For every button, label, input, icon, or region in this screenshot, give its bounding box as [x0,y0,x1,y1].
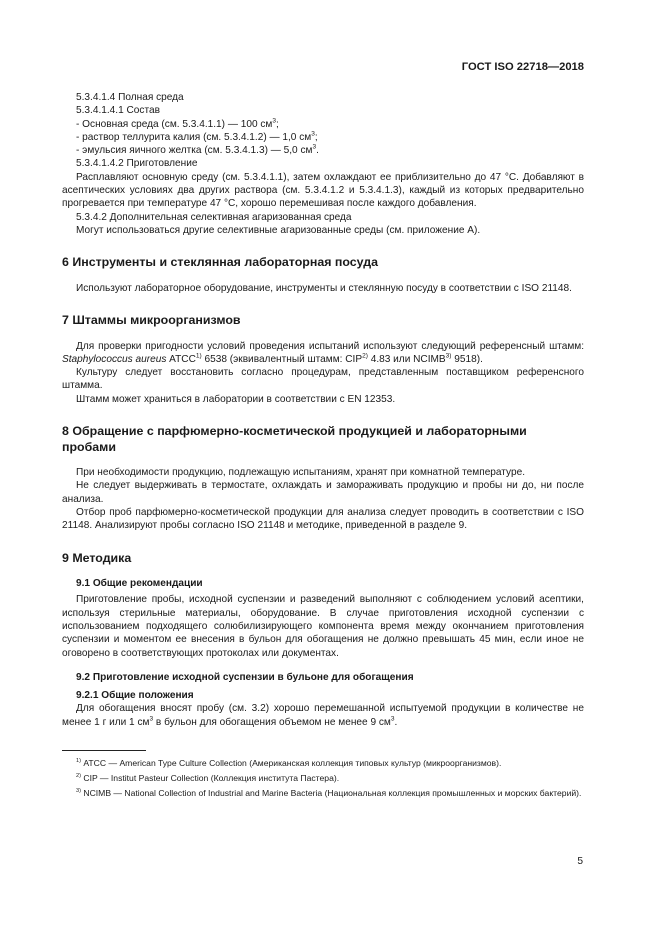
footnote: $^{2)}$ CIP — Institut Pasteur Collection (Коллекция института Пастера). [76,773,340,783]
paragraph: Могут использоваться другие селективные агаризованные среды (см. приложение А). [76,224,481,236]
standard-header: ГОСТ ISO 22718—2018 [461,61,584,73]
subsection-9-2-title: 9.2 Приготовление исходной суспензии в бульоне для обогащения [76,671,414,683]
footnote-ref: 3) [445,352,452,360]
section-9-title: 9 Методика [62,550,132,565]
species-name: Staphylococcus aureus [62,353,167,365]
subsection-heading: 5.3.4.1.4.1 Состав [76,105,160,117]
page-number: 5 [577,856,583,867]
paragraph: Для обогащения вносят пробу (см. 3.2) хорошо перемешанной испытуемой продукции в количестве не менее 1 г или 1 $см^3$ в бульон для обогащения объемом не менее 9 $см^3$. [62,703,584,728]
paragraph: Приготовление пробы, исходной суспензии и разведений выполняют с соблюдением условий асептики, используя стерильные материалы, оборудование. В случае приготовления исходной суспензии с использованием подходящего солюбилизирующего компонента время между окончанием приготовления суспензии и моментом ее внесения в бульон для обогащения не должно превышать 45 мин, если иное не оговорено в соответствующих протоколах или документах. [62,594,584,659]
footnote: $^{3)}$ NCIMB — National Collection of Industrial and Marine Bacteria (Национальная коллекция промышленных и морских бактерий). [76,788,582,798]
list-item: - раствор теллурита калия (см. 5.3.4.1.2) — 1,0 $см^3$; [76,130,318,143]
page-body [62,91,584,802]
subsection-heading: 5.3.4.1.4.2 Приготовление [76,158,198,170]
subsection-heading: 5.3.4.1.4 Полная среда [76,92,184,103]
footnote: $^{1)}$ АТСС — American Type Culture Collection (Американская коллекция типовых культур (микроорганизмов). [76,758,502,768]
subsection-9-1-title: 9.1 Общие рекомендации [76,578,203,590]
paragraph: Штамм может храниться в лаборатории в соответствии с EN 12353. [76,393,396,405]
footnote-ref: 2) [362,352,368,360]
paragraph: Не следует выдерживать в термостате, охлаждать и замораживать продукцию и пробы ни до, ни после анализа. [62,480,584,505]
paragraph: Отбор проб парфюмерно-косметической продукции для анализа следует проводить в соответствии с ISO 21148. Анализируют пробы согласно ISO 21148 и методике, приведенной в разделе 9. [62,506,584,532]
subsection-9-2-1-title: 9.2.1 Общие положения [76,690,194,702]
list-item: - Основная среда (см. 5.3.4.1.1) — 100 $см^3$; [76,117,279,130]
section-6-title: 6 Инструменты и стеклянная лабораторная посуда [62,255,378,270]
list-item: - эмульсия яичного желтка (см. 5.3.4.1.3) — 5,0 $см^3$. [76,143,319,157]
section-8-title: 8 Обращение с парфюмерно-косметической продукцией и лабораторными пробами [62,424,527,454]
paragraph: Для проверки пригодности условий проведения испытаний используют следующий референсный штамм: Staphylococcus aureus АТСС$^{1)}$ 6538 (эквивалентный штамм: CIP$^{2)}$ 4.83 или NCIMB$^{3)}$ 9518). [62,340,584,365]
paragraph: Культуру следует восстановить согласно процедурам, представленным поставщиком референсного штамма. [62,367,584,392]
subsection-heading: 5.3.4.2 Дополнительная селективная агаризованная среда [76,211,352,223]
section-7-title: 7 Штаммы микроорганизмов [62,313,241,328]
paragraph: Расплавляют основную среду (см. 5.3.4.1.1), затем охлаждают ее приблизительно до 47 °С. Добавляют в асептических условиях два других раствора (см. 5.3.4.1.2 и 5.3.4.1.3), каждый из которых предварительно прогревается при температуре 47 °С, хорошо перемешивая после каждого добавления. [62,171,584,210]
footnote-ref: 1) [195,352,202,360]
paragraph: При необходимости продукцию, подлежащую испытаниям, хранят при комнатной температуре. [76,467,526,479]
footnote-divider [62,750,146,751]
paragraph: Используют лабораторное оборудование, инструменты и стеклянную посуду в соответствии с ISO 21148. [76,282,572,294]
